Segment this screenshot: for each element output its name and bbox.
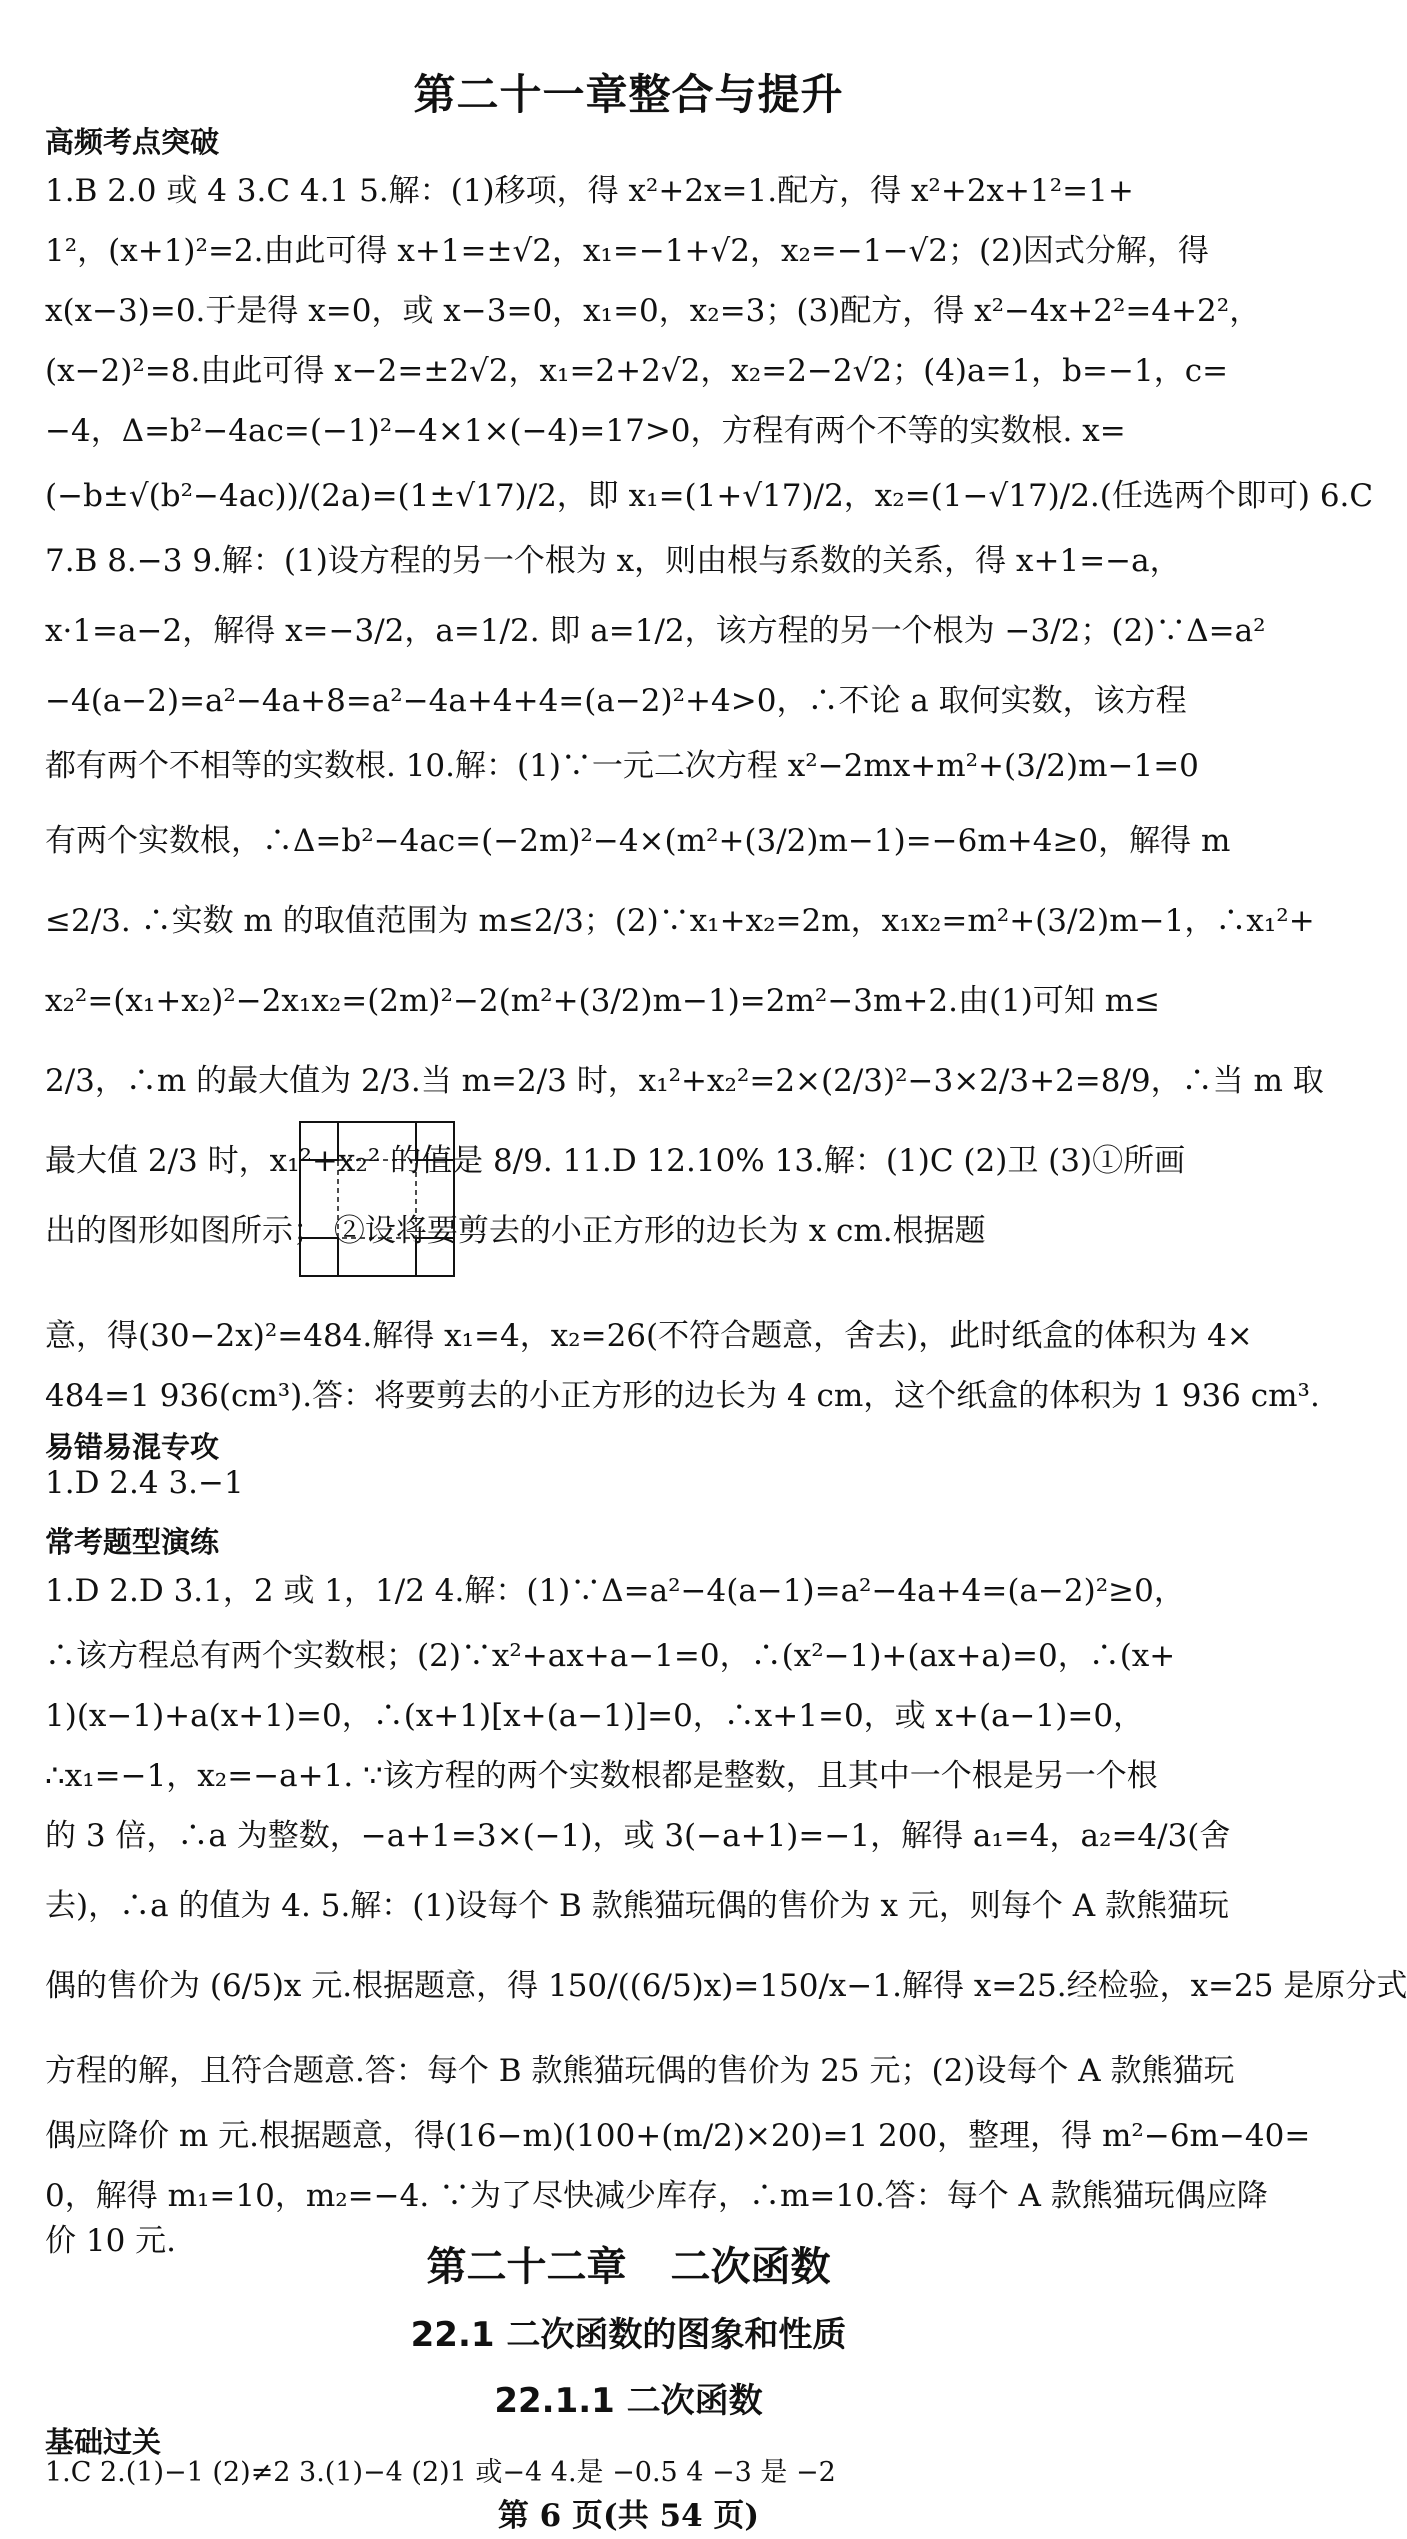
subsubsection-title: 22.1.1 二次函数 xyxy=(494,2381,763,2421)
box-net-figure xyxy=(298,1120,456,1278)
text-line: 有两个实数根，∴Δ=b²−4ac=(−2m)²−4×(m²+(3/2)m−1)=−6m+4≥0，解得 m xyxy=(45,823,1231,859)
text-line: 出的图形如图所示； ②设将要剪去的小正方形的边长为 x cm.根据题 xyxy=(45,1213,986,1249)
text-line: 484=1 936(cm³).答：将要剪去的小正方形的边长为 4 cm，这个纸盒的体积为 1 936 cm³. xyxy=(45,1378,1320,1414)
text-line: 1.D 2.4 3.−1 xyxy=(45,1465,244,1501)
text-line: 去)，∴a 的值为 4. 5.解：(1)设每个 B 款熊猫玩偶的售价为 x 元，则每个 A 款熊猫玩 xyxy=(45,1888,1229,1924)
text-line: ∴该方程总有两个实数根；(2)∵x²+ax+a−1=0，∴(x²−1)+(ax+a)=0，∴(x+ xyxy=(45,1638,1176,1674)
text-line: 1)(x−1)+a(x+1)=0，∴(x+1)[x+(a−1)]=0，∴x+1=0，或 x+(a−1)=0， xyxy=(45,1698,1145,1734)
text-line: x(x−3)=0.于是得 x=0，或 x−3=0，x₁=0，x₂=3；(3)配方，得 x²−4x+2²=4+2²， xyxy=(45,293,1261,329)
text-line: −4(a−2)=a²−4a+8=a²−4a+4+4=(a−2)²+4>0，∴不论 a 取何实数，该方程 xyxy=(45,683,1187,719)
text-line: (x−2)²=8.由此可得 x−2=±2√2，x₁=2+2√2，x₂=2−2√2；(4)a=1，b=−1，c= xyxy=(45,353,1229,389)
page-footer: 第 6 页(共 54 页) xyxy=(497,2498,760,2534)
text-line: −4，Δ=b²−4ac=(−1)²−4×1×(−4)=17>0，方程有两个不等的实数根. x= xyxy=(45,413,1126,449)
text-line: ∴x₁=−1，x₂=−a+1. ∵该方程的两个实数根都是整数，且其中一个根是另一个根 xyxy=(45,1758,1158,1794)
text-line: ≤2/3. ∴实数 m 的取值范围为 m≤2/3；(2)∵x₁+x₂=2m，x₁x₂=m²+(3/2)m−1，∴x₁²+ xyxy=(45,903,1315,939)
text-line: 7.B 8.−3 9.解：(1)设方程的另一个根为 x，则由根与系数的关系，得 x+1=−a， xyxy=(45,543,1181,579)
subsection-title: 22.1 二次函数的图象和性质 xyxy=(410,2315,847,2355)
text-line: 1²，(x+1)²=2.由此可得 x+1=±√2，x₁=−1+√2，x₂=−1−√2；(2)因式分解，得 xyxy=(45,233,1209,269)
chapter-title: 第二十二章 二次函数 xyxy=(426,2244,831,2290)
section-heading-high-frequency: 高频考点突破 xyxy=(45,125,220,159)
text-line: 1.B 2.0 或 4 3.C 4.1 5.解：(1)移项，得 x²+2x=1.配方，得 x²+2x+1²=1+ xyxy=(45,173,1134,209)
section-heading-basics: 基础过关 xyxy=(45,2425,162,2459)
text-line: 最大值 2/3 时，x₁²+x₂² 的值是 8/9. 11.D 12.10% 13.解：(1)C (2)卫 (3)①所画 xyxy=(45,1143,1186,1179)
text-line: x·1=a−2，解得 x=−3/2，a=1/2. 即 a=1/2，该方程的另一个根为 −3/2；(2)∵Δ=a² xyxy=(45,613,1266,649)
text-line: x₂²=(x₁+x₂)²−2x₁x₂=(2m)²−2(m²+(3/2)m−1)=2m²−3m+2.由(1)可知 m≤ xyxy=(45,983,1161,1019)
text-line: 1.C 2.(1)−1 (2)≠2 3.(1)−4 (2)1 或−4 4.是 −0.5 4 −3 是 −2 xyxy=(45,2457,836,2488)
text-line: 方程的解，且符合题意.答：每个 B 款熊猫玩偶的售价为 25 元；(2)设每个 A 款熊猫玩 xyxy=(45,2053,1235,2089)
text-line: 的 3 倍，∴a 为整数，−a+1=3×(−1)，或 3(−a+1)=−1，解得 a₁=4，a₂=4/3(舍 xyxy=(45,1818,1231,1854)
text-line: 都有两个不相等的实数根. 10.解：(1)∵一元二次方程 x²−2mx+m²+(3/2)m−1=0 xyxy=(45,748,1199,784)
page-title: 第二十一章整合与提升 xyxy=(413,70,844,119)
text-line: 2/3，∴m 的最大值为 2/3.当 m=2/3 时，x₁²+x₂²=2×(2/3)²−3×2/3+2=8/9，∴当 m 取 xyxy=(45,1063,1324,1099)
text-line: 意，得(30−2x)²=484.解得 x₁=4，x₂=26(不符合题意，舍去)，此时纸盒的体积为 4× xyxy=(45,1318,1253,1354)
text-line: 1.D 2.D 3.1，2 或 1，1/2 4.解：(1)∵Δ=a²−4(a−1)=a²−4a+4=(a−2)²≥0， xyxy=(45,1573,1185,1609)
text-line: 价 10 元. xyxy=(45,2223,177,2259)
section-heading-common-types: 常考题型演练 xyxy=(45,1525,220,1559)
text-line: 偶应降价 m 元.根据题意，得(16−m)(100+(m/2)×20)=1 200，整理，得 m²−6m−40= xyxy=(45,2118,1311,2154)
text-line: (−b±√(b²−4ac))/(2a)=(1±√17)/2，即 x₁=(1+√17)/2，x₂=(1−√17)/2.(任选两个即可) 6.C xyxy=(45,478,1374,514)
section-heading-error-prone: 易错易混专攻 xyxy=(45,1430,220,1464)
text-line: 0，解得 m₁=10，m₂=−4. ∵为了尽快减少库存，∴m=10.答：每个 A 款熊猫玩偶应降 xyxy=(45,2178,1268,2214)
text-line: 偶的售价为 (6/5)x 元.根据题意，得 150/((6/5)x)=150/x−1.解得 x=25.经检验，x=25 是原分式 xyxy=(45,1968,1407,2004)
